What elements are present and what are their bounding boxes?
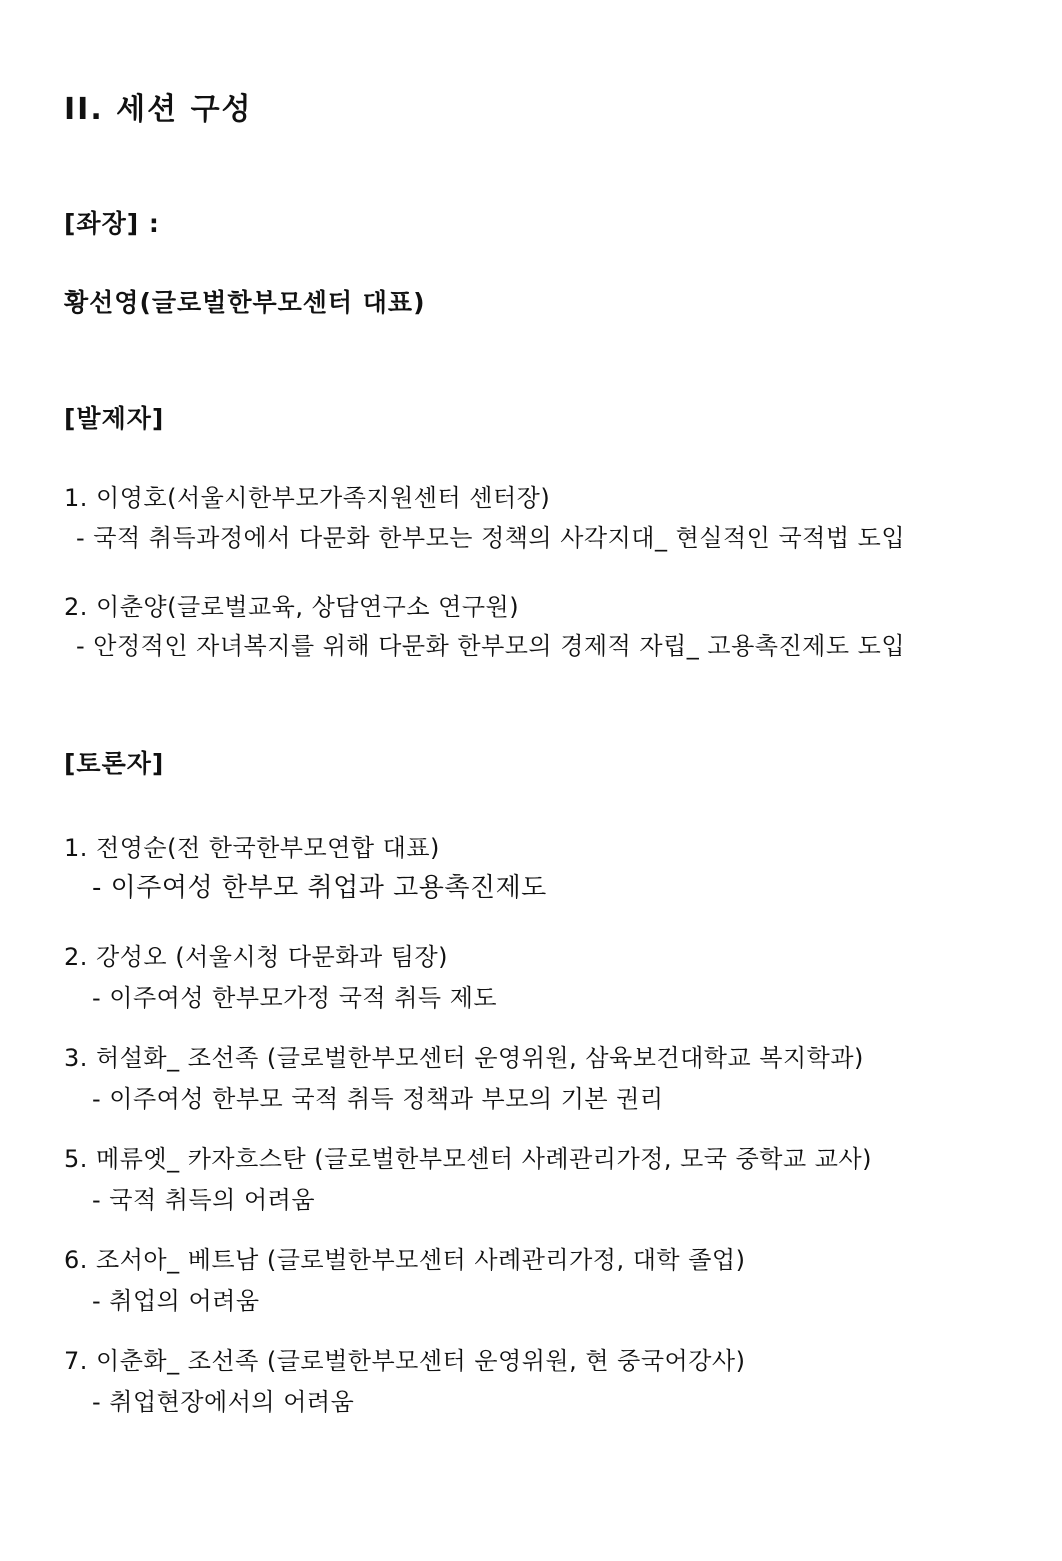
- presenter-topic: - 안정적인 자녀복지를 위해 다문화 한부모의 경제적 자립_ 고용촉진제도 도입: [76, 632, 906, 660]
- presenter-title: 2. 이춘양(글로벌교육, 상담연구소 연구원): [64, 593, 520, 621]
- chair-name: 황선영(글로벌한부모센터 대표): [64, 288, 426, 317]
- panelist-topic: - 국적 취득의 어려움: [92, 1186, 316, 1214]
- panelists-heading: [토론자]: [64, 749, 165, 778]
- presenter-title: 1. 이영호(서울시한부모가족지원센터 센터장): [64, 484, 551, 512]
- presenters-heading: [발제자]: [64, 404, 165, 433]
- presenter-topic: - 국적 취득과정에서 다문화 한부모는 정책의 사각지대_ 현실적인 국적법 도입: [76, 524, 906, 552]
- panelist-topic: - 이주여성 한부모 취업과 고용촉진제도: [92, 873, 547, 903]
- panelist-topic: - 취업의 어려움: [92, 1287, 260, 1315]
- section-title: II. 세션 구성: [64, 92, 253, 127]
- panelist-title: 5. 메류엣_ 카자흐스탄 (글로벌한부모센터 사례관리가정, 모국 중학교 교사): [64, 1145, 872, 1173]
- chair-heading: [좌장] :: [64, 209, 160, 238]
- panelist-topic: - 이주여성 한부모 국적 취득 정책과 부모의 기본 권리: [92, 1085, 664, 1113]
- panelist-title: 2. 강성오 (서울시청 다문화과 팀장): [64, 943, 449, 971]
- panelist-title: 6. 조서아_ 베트남 (글로벌한부모센터 사례관리가정, 대학 졸업): [64, 1246, 746, 1274]
- panelist-topic: - 취업현장에서의 어려움: [92, 1388, 355, 1416]
- panelist-title: 7. 이춘화_ 조선족 (글로벌한부모센터 운영위원, 현 중국어강사): [64, 1347, 746, 1375]
- panelist-topic: - 이주여성 한부모가정 국적 취득 제도: [92, 984, 498, 1012]
- panelist-title: 3. 허설화_ 조선족 (글로벌한부모센터 운영위원, 삼육보건대학교 복지학과): [64, 1044, 864, 1072]
- panelist-title: 1. 전영순(전 한국한부모연합 대표): [64, 834, 440, 862]
